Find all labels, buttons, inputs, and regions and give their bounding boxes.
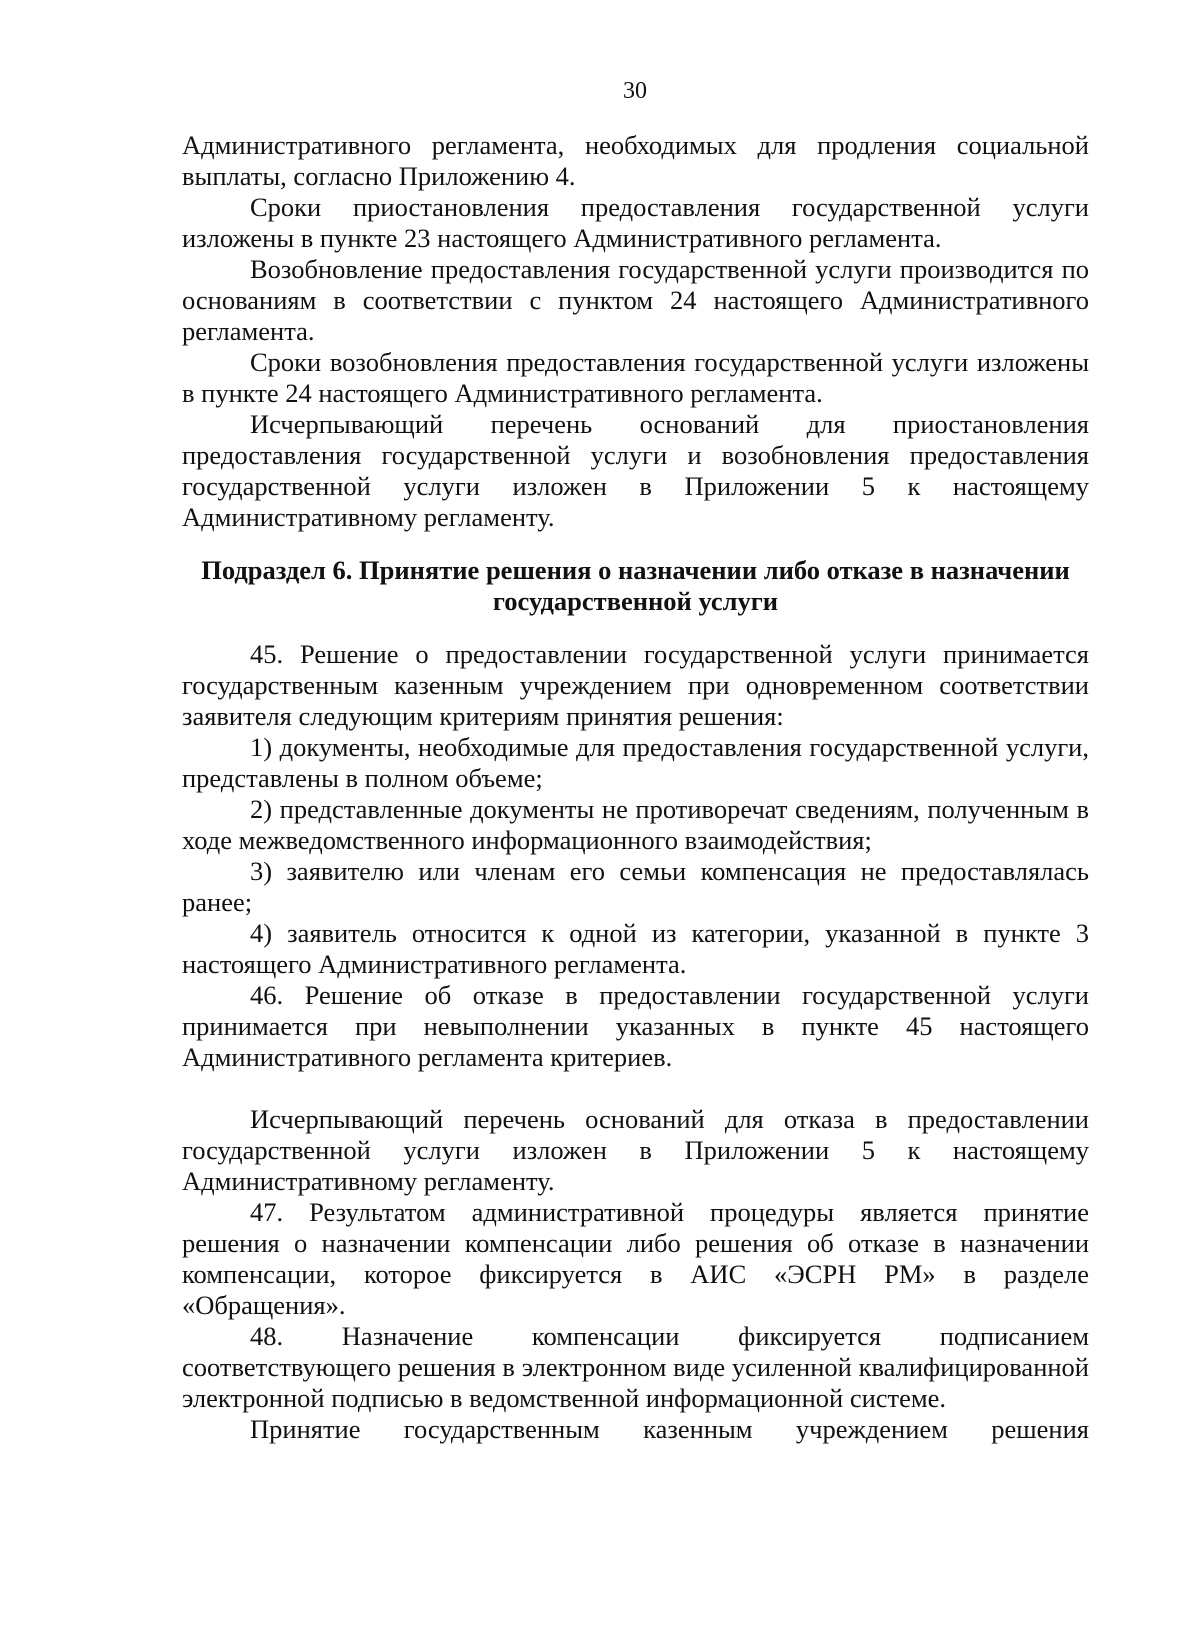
- paragraph-suspension-terms: Сроки приостановления предоставления государственной услуги изложены в пункте 23 настоящего Административного регламента.: [182, 192, 1089, 253]
- paragraph-item-48: 48. Назначение компенсации фиксируется подписанием соответствующего решения в электронном виде усиленной квалифицированной электронной подписью в ведомственной информационной системе.: [182, 1321, 1089, 1413]
- paragraph-resumption-terms: Сроки возобновления предоставления государственной услуги изложены в пункте 24 настоящего Административного регламента.: [182, 347, 1089, 408]
- paragraph-exhaustive-list-refusal: Исчерпывающий перечень оснований для отказа в предоставлении государственной услуги изложен в Приложении 5 к настоящему Административному регламенту.: [182, 1104, 1089, 1196]
- paragraph-resumption-grounds: Возобновление предоставления государственной услуги производится по основаниям в соответствии с пунктом 24 настоящего Административного регламента.: [182, 254, 1089, 346]
- paragraph-item-45: 45. Решение о предоставлении государственной услуги принимается государственным казенным учреждением при одновременном соответствии заявителя следующим критериям принятия решения:: [182, 639, 1089, 731]
- paragraph-gap: [182, 1073, 1089, 1104]
- subsection-heading-line-2: государственной услуги: [492, 586, 779, 616]
- subsection-heading-line-1: Подраздел 6. Принятие решения о назначении либо отказе в назначении: [201, 555, 1070, 585]
- paragraph-item-46: 46. Решение об отказе в предоставлении государственной услуги принимается при невыполнении указанных в пункте 45 настоящего Административного регламента критериев.: [182, 980, 1089, 1072]
- paragraph-criterion-2: 2) представленные документы не противоречат сведениям, полученным в ходе межведомственного информационного взаимодействия;: [182, 794, 1089, 855]
- paragraph-criterion-1: 1) документы, необходимые для предоставления государственной услуги, представлены в полном объеме;: [182, 732, 1089, 793]
- paragraph-criterion-4: 4) заявитель относится к одной из категории, указанной в пункте 3 настоящего Административного регламента.: [182, 918, 1089, 979]
- document-body: [182, 130, 1089, 1445]
- paragraph-exhaustive-list-suspension: Исчерпывающий перечень оснований для приостановления предоставления государственной услуги и возобновления предоставления государственной услуги изложен в Приложении 5 к настоящему Административному регламенту.: [182, 409, 1089, 532]
- page-number: 30: [623, 78, 647, 104]
- paragraph-continuation: Административного регламента, необходимых для продления социальной выплаты, согласно Приложению 4.: [182, 130, 1089, 191]
- subsection-heading: [182, 555, 1089, 617]
- paragraph-criterion-3: 3) заявителю или членам его семьи компенсация не предоставлялась ранее;: [182, 856, 1089, 917]
- paragraph-item-47: 47. Результатом административной процедуры является принятие решения о назначении компенсации либо решения об отказе в назначении компенсации, которое фиксируется в АИС «ЭСРН РМ» в разделе «Обращения».: [182, 1197, 1089, 1320]
- paragraph-decision-adoption: Принятие государственным казенным учреждением решения: [250, 1414, 1089, 1444]
